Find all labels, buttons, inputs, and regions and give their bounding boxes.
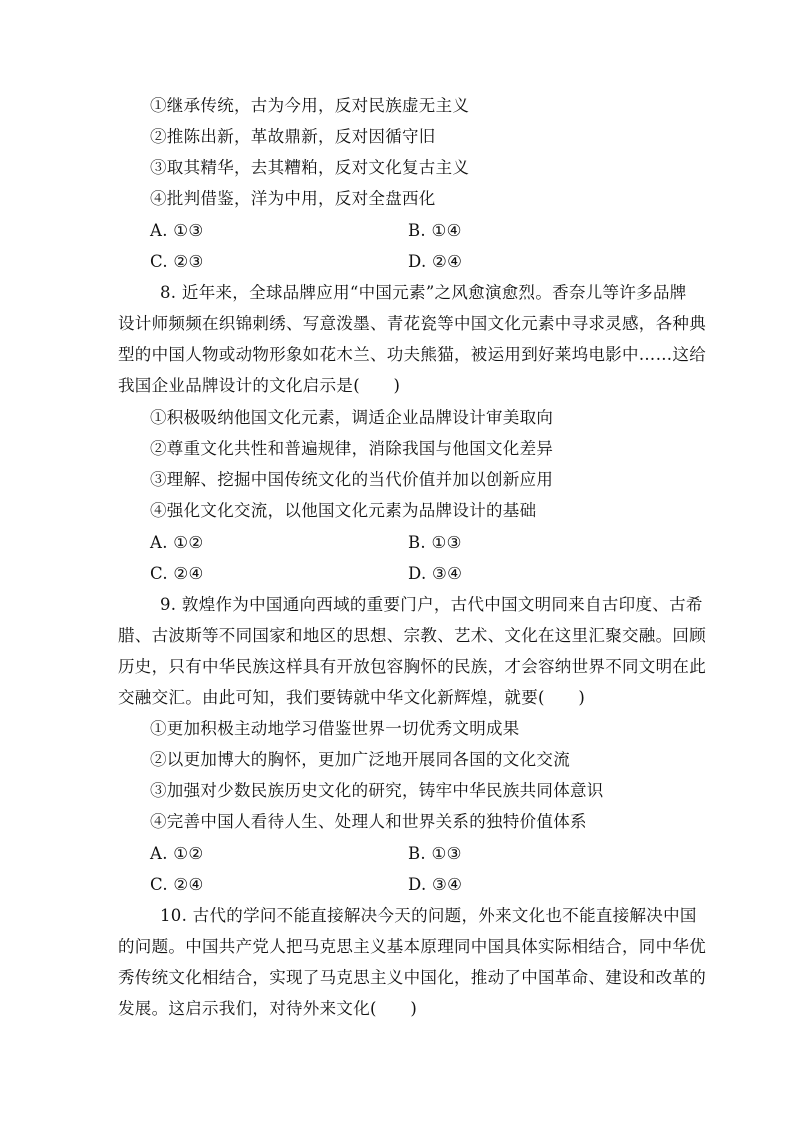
q7-choice-a: A. ①③ xyxy=(150,221,204,240)
q8-statement-2: ②尊重文化共性和普遍规律，消除我国与他国文化差异 xyxy=(150,439,554,458)
q7-statement-2: ②推陈出新，革故鼎新，反对因循守旧 xyxy=(150,127,436,146)
q9-stem-line-4: 交融交汇。由此可知，我们要铸就中华文化新辉煌，就要( ) xyxy=(118,688,586,707)
q9-statement-1: ①更加积极主动地学习借鉴世界一切优秀文明成果 xyxy=(150,719,520,738)
q10-stem-line-4: 发展。这启示我们，对待外来文化( ) xyxy=(118,999,418,1018)
q8-stem-line-4: 我国企业品牌设计的文化启示是( ) xyxy=(118,376,401,395)
q8-choice-a: A. ①② xyxy=(150,533,204,552)
q9-statement-3: ③加强对少数民族历史文化的研究，铸牢中华民族共同体意识 xyxy=(150,781,604,800)
q10-stem-line-1: 10. 古代的学问不能直接解决今天的问题，外来文化也不能直接解决中国 xyxy=(160,906,697,925)
q10-stem-line-2: 的问题。中国共产党人把马克思主义基本原理同中国具体实际相结合，同中华优 xyxy=(118,937,706,956)
q9-stem-line-3: 历史，只有中华民族这样具有开放包容胸怀的民族，才会容纳世界不同文明在此 xyxy=(118,657,706,676)
q7-statement-3: ③取其精华，去其糟粕，反对文化复古主义 xyxy=(150,158,470,177)
q8-stem-line-1: 8. 近年来，全球品牌应用“中国元素”之风愈演愈烈。香奈儿等许多品牌 xyxy=(160,283,687,302)
q8-stem-line-2: 设计师频频在织锦刺绣、写意泼墨、青花瓷等中国文化元素中寻求灵感，各种典 xyxy=(118,314,706,333)
q7-choice-b: B. ①④ xyxy=(408,221,462,240)
q8-choice-c: C. ②④ xyxy=(150,564,204,583)
q7-statement-4: ④批判借鉴，洋为中用，反对全盘西化 xyxy=(150,189,436,208)
q9-stem-line-1: 9. 敦煌作为中国通向西域的重要门户，古代中国文明同来自古印度、古希 xyxy=(160,595,703,614)
q9-statement-2: ②以更加博大的胸怀，更加广泛地开展同各国的文化交流 xyxy=(150,750,570,769)
q8-statement-3: ③理解、挖掘中国传统文化的当代价值并加以创新应用 xyxy=(150,470,554,489)
q9-choice-b: B. ①③ xyxy=(408,844,462,863)
q9-choice-d: D. ③④ xyxy=(408,875,463,894)
q7-choice-d: D. ②④ xyxy=(408,252,463,271)
q9-choice-a: A. ①② xyxy=(150,844,204,863)
q10-stem-line-3: 秀传统文化相结合，实现了马克思主义中国化，推动了中国革命、建设和改革的 xyxy=(118,968,706,987)
q7-choice-c: C. ②③ xyxy=(150,252,204,271)
q9-choice-c: C. ②④ xyxy=(150,875,204,894)
q9-stem-line-2: 腊、古波斯等不同国家和地区的思想、宗教、艺术、文化在这里汇聚交融。回顾 xyxy=(118,626,706,645)
q8-statement-4: ④强化文化交流，以他国文化元素为品牌设计的基础 xyxy=(150,501,537,520)
q7-statement-1: ①继承传统，古为今用，反对民族虚无主义 xyxy=(150,96,470,115)
q8-stem-line-3: 型的中国人物或动物形象如花木兰、功夫熊猫，被运用到好莱坞电影中……这给 xyxy=(118,345,706,364)
q9-statement-4: ④完善中国人看待人生、处理人和世界关系的独特价值体系 xyxy=(150,812,587,831)
q8-choice-b: B. ①③ xyxy=(408,533,462,552)
q8-choice-d: D. ③④ xyxy=(408,564,463,583)
q8-statement-1: ①积极吸纳他国文化元素，调适企业品牌设计审美取向 xyxy=(150,408,554,427)
